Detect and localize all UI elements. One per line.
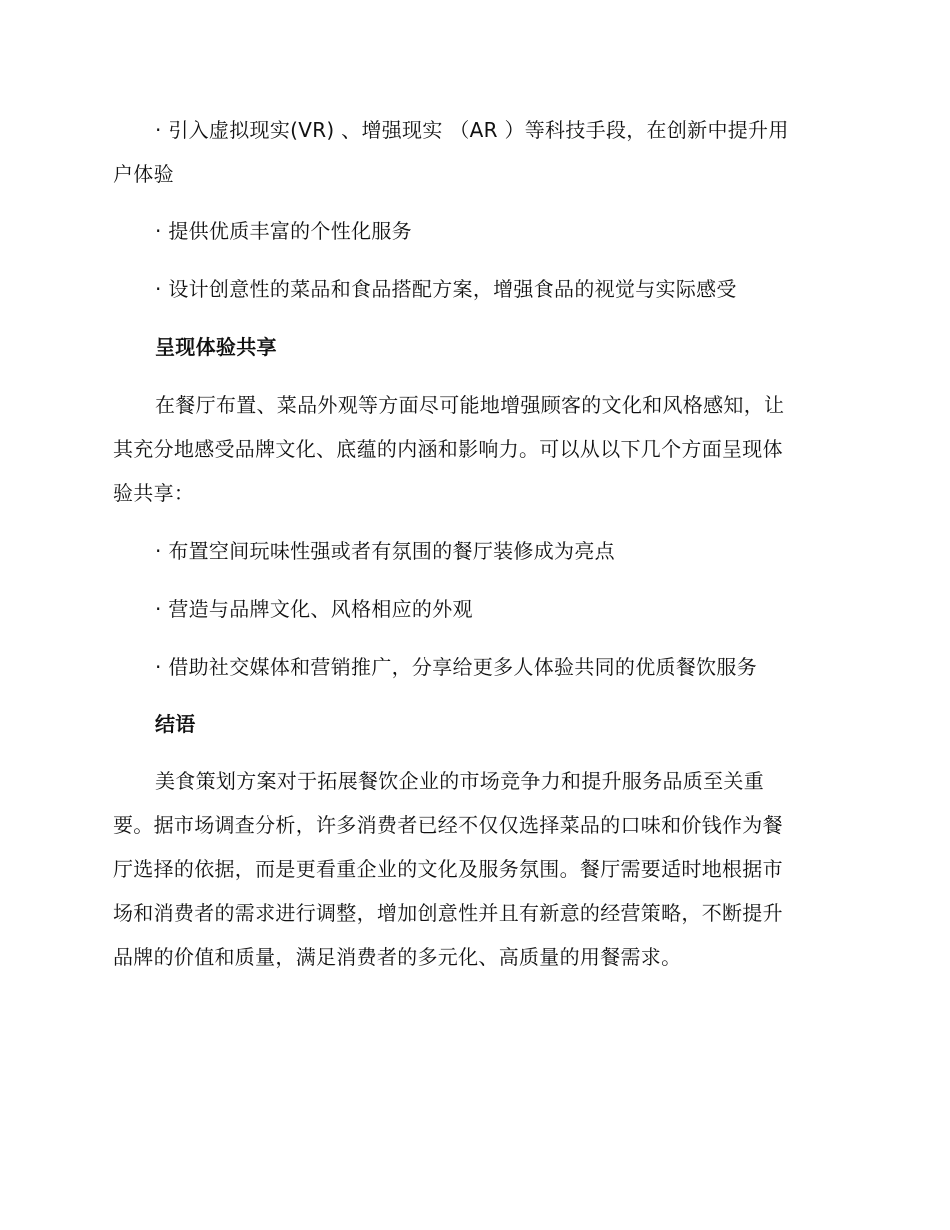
paragraph-experience-line3: 验共享： [113, 481, 195, 505]
paragraph-experience-line2: 其充分地感受品牌文化、底蕴的内涵和影响力。可以从以下几个方面呈现体 [113, 437, 783, 461]
paragraph-conclusion-line1: 美食策划方案对于拓展餐饮企业的市场竞争力和提升服务品质至关重 [155, 769, 764, 793]
heading-conclusion: 结语 [155, 712, 196, 736]
heading-experience-sharing: 呈现体验共享 [155, 335, 277, 359]
bullet-personalized-service: · 提供优质丰富的个性化服务 [155, 219, 412, 243]
paragraph-conclusion-line4: 场和消费者的需求进行调整，增加创意性并且有新意的经营策略，不断提升 [113, 901, 783, 925]
paragraph-experience-line1: 在餐厅布置、菜品外观等方面尽可能地增强顾客的文化和风格感知，让 [155, 393, 785, 417]
paragraph-conclusion-line3: 厅选择的依据，而是更看重企业的文化及服务氛围。餐厅需要适时地根据市 [113, 857, 783, 881]
bullet-vr-ar-line1: · 引入虚拟现实(VR) 、增强现实 （AR ）等科技手段，在创新中提升用 [155, 118, 789, 142]
bullet-brand-appearance: · 营造与品牌文化、风格相应的外观 [155, 597, 473, 621]
bullet-space-decor: · 布置空间玩味性强或者有氛围的餐厅装修成为亮点 [155, 539, 615, 563]
paragraph-conclusion-line2: 要。据市场调查分析，许多消费者已经不仅仅选择菜品的口味和价钱作为餐 [113, 813, 783, 837]
paragraph-conclusion-line5: 品牌的价值和质量，满足消费者的多元化、高质量的用餐需求。 [113, 945, 682, 969]
bullet-creative-dishes: · 设计创意性的菜品和食品搭配方案，增强食品的视觉与实际感受 [155, 277, 737, 301]
bullet-vr-ar-line2: 户体验 [113, 162, 174, 186]
bullet-social-media: · 借助社交媒体和营销推广，分享给更多人体验共同的优质餐饮服务 [155, 655, 758, 679]
